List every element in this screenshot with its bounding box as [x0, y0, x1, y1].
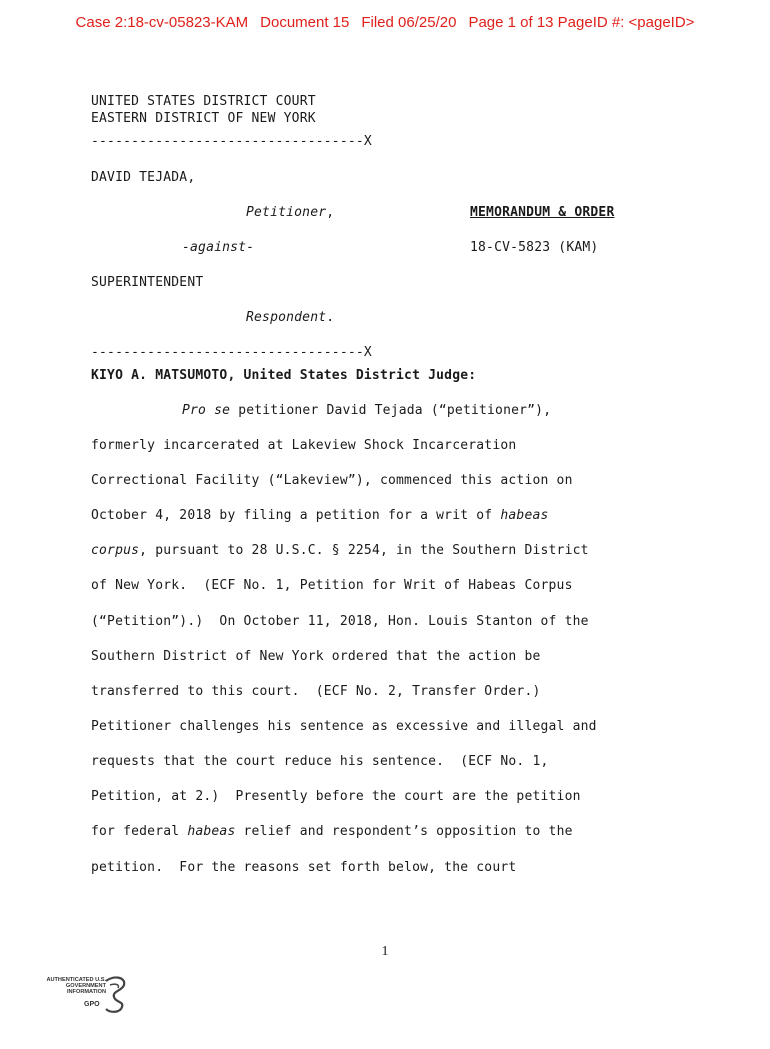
gpo-seal-mark: GPO	[84, 1001, 100, 1008]
body-line-10: Petitioner challenges his sentence as excessive and illegal and	[91, 719, 597, 734]
respondent-role-line	[246, 310, 334, 326]
body-line-7: (“Petition”).) On October 11, 2018, Hon. Louis Stanton of the	[91, 614, 589, 629]
body-line-13: for federal habeas relief and respondent’s opposition to the	[91, 824, 573, 839]
case-number: Case 2:18-cv-05823-KAM	[75, 14, 249, 31]
body-line-5: corpus, pursuant to 28 U.S.C. § 2254, in the Southern District	[91, 543, 589, 558]
petitioner-name: DAVID TEJADA,	[91, 170, 196, 185]
petitioner-role-line	[246, 205, 334, 221]
caption-divider-top: ----------------------------------X	[91, 134, 372, 149]
respondent-name: SUPERINTENDENT	[91, 275, 204, 290]
filing-header	[0, 14, 770, 31]
gpo-seal-text: AUTHENTICATED U.S. GOVERNMENT INFORMATION	[46, 977, 106, 996]
document-title: MEMORANDUM & ORDER	[470, 205, 615, 220]
filed-date: Filed 06/25/20	[361, 14, 457, 31]
pro-se-term: Pro se	[182, 403, 231, 418]
body-line-14: petition. For the reasons set forth below, the court	[91, 860, 517, 875]
respondent-role: Respondent	[246, 310, 327, 325]
body-line-1: Pro se petitioner David Tejada (“petitioner”),	[182, 403, 552, 418]
page-number: 1	[381, 944, 389, 959]
gpo-authentication-seal	[44, 973, 134, 1019]
petitioner-comma: ,	[326, 205, 335, 220]
caption-divider-bottom: ----------------------------------X	[91, 345, 372, 360]
body-line-12: Petition, at 2.) Presently before the court are the petition	[91, 789, 581, 804]
body-line-11: requests that the court reduce his sentence. (ECF No. 1,	[91, 754, 549, 769]
body-line-4: October 4, 2018 by filing a petition for a writ of habeas	[91, 508, 549, 523]
body-line-3: Correctional Facility (“Lakeview”), commenced this action on	[91, 473, 573, 488]
court-name-line1: UNITED STATES DISTRICT COURT	[91, 94, 316, 109]
court-name-line2: EASTERN DISTRICT OF NEW YORK	[91, 111, 316, 126]
body-line-8: Southern District of New York ordered that the action be	[91, 649, 541, 664]
gpo-eagle-icon	[100, 975, 130, 1015]
document-number: Document 15	[260, 14, 350, 31]
petitioner-role: Petitioner	[246, 205, 327, 220]
body-line-6: of New York. (ECF No. 1, Petition for Writ of Habeas Corpus	[91, 578, 573, 593]
page-info: Page 1 of 13 PageID #: <pageID>	[468, 14, 695, 31]
judge-line: KIYO A. MATSUMOTO, United States District Judge:	[91, 368, 477, 383]
against-label: -against-	[182, 240, 255, 255]
body-line-9: transferred to this court. (ECF No. 2, Transfer Order.)	[91, 684, 541, 699]
respondent-period: .	[326, 310, 335, 325]
body-line-2: formerly incarcerated at Lakeview Shock Incarceration	[91, 438, 517, 453]
docket-number: 18-CV-5823 (KAM)	[470, 240, 599, 255]
